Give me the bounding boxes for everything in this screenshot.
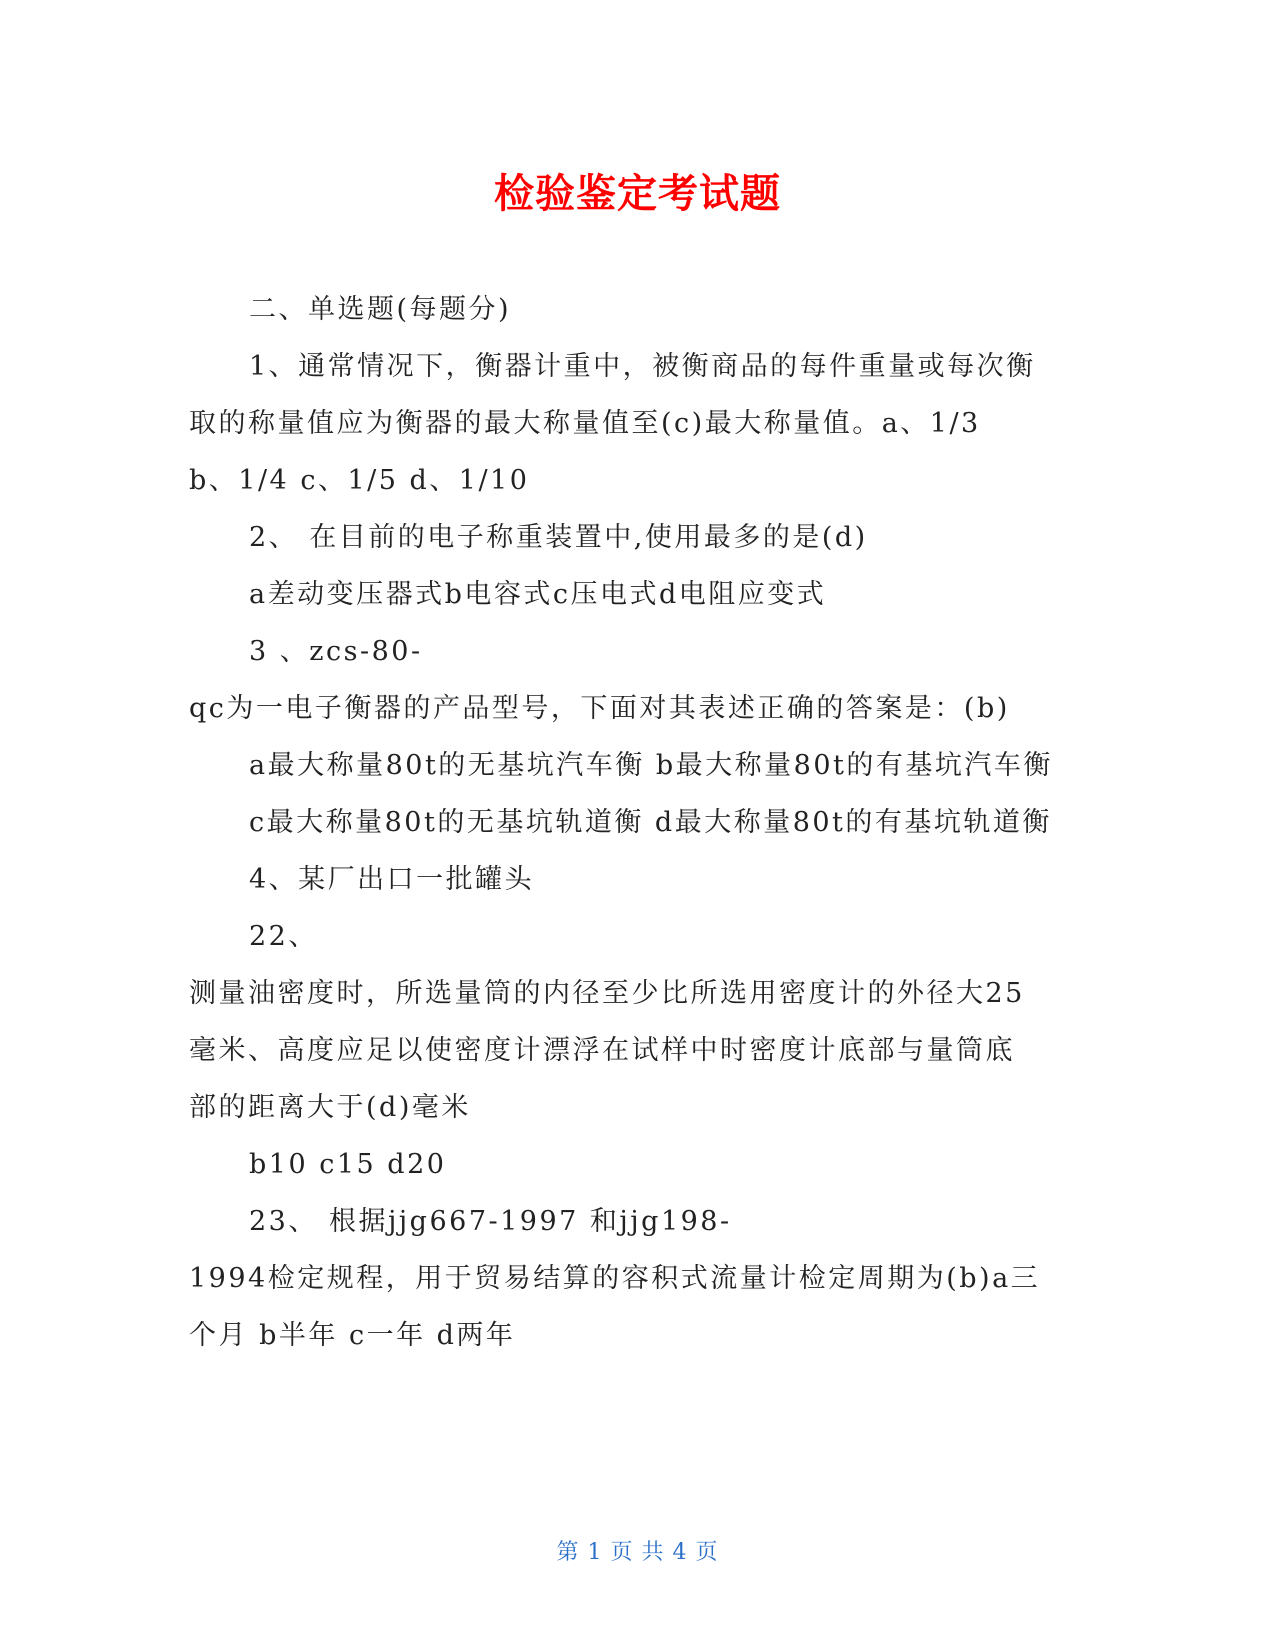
- question-23-line-3: 个月 b半年 c一年 d两年: [189, 1320, 516, 1351]
- question-22-number: 22、: [249, 921, 318, 952]
- page-number-footer: 第 1 页 共 4 页: [556, 1540, 719, 1565]
- question-22-line-2: 毫米、高度应足以使密度计漂浮在试样中时密度计底部与量筒底: [189, 1035, 1015, 1066]
- question-3-options-ab: a最大称量80t的无基坑汽车衡 b最大称量80t的有基坑汽车衡: [249, 750, 1053, 781]
- question-3-line-2: qc为一电子衡器的产品型号，下面对其表述正确的答案是：(b): [189, 693, 1010, 724]
- question-22-line-3: 部的距离大于(d)毫米: [189, 1092, 471, 1123]
- question-1-line-1: 1、通常情况下，衡器计重中，被衡商品的每件重量或每次衡: [249, 351, 1036, 382]
- question-2-options: a差动变压器式b电容式c压电式d电阻应变式: [249, 579, 827, 610]
- question-1-options: b、1/4 c、1/5 d、1/10: [189, 465, 530, 496]
- question-23-line-1: 23、 根据jjg667-1997 和jjg198-: [249, 1206, 732, 1237]
- question-2-stem: 2、 在目前的电子称重装置中,使用最多的是(d): [249, 522, 868, 553]
- question-22-options: b10 c15 d20: [249, 1149, 447, 1180]
- question-4-stem: 4、某厂出口一批罐头: [249, 864, 535, 895]
- question-22-line-1: 测量油密度时，所选量筒的内径至少比所选用密度计的外径大25: [189, 978, 1025, 1009]
- question-23-line-2: 1994检定规程，用于贸易结算的容积式流量计检定周期为(b)a三: [189, 1263, 1041, 1294]
- question-3-options-cd: c最大称量80t的无基坑轨道衡 d最大称量80t的有基坑轨道衡: [249, 807, 1052, 838]
- question-3-line-1: 3 、zcs-80-: [249, 636, 423, 667]
- question-1-line-2: 取的称量值应为衡器的最大称量值至(c)最大称量值。a、1/3: [189, 408, 981, 439]
- section-heading: 二、单选题(每题分): [249, 294, 512, 325]
- document-title: 检验鉴定考试题: [494, 171, 781, 217]
